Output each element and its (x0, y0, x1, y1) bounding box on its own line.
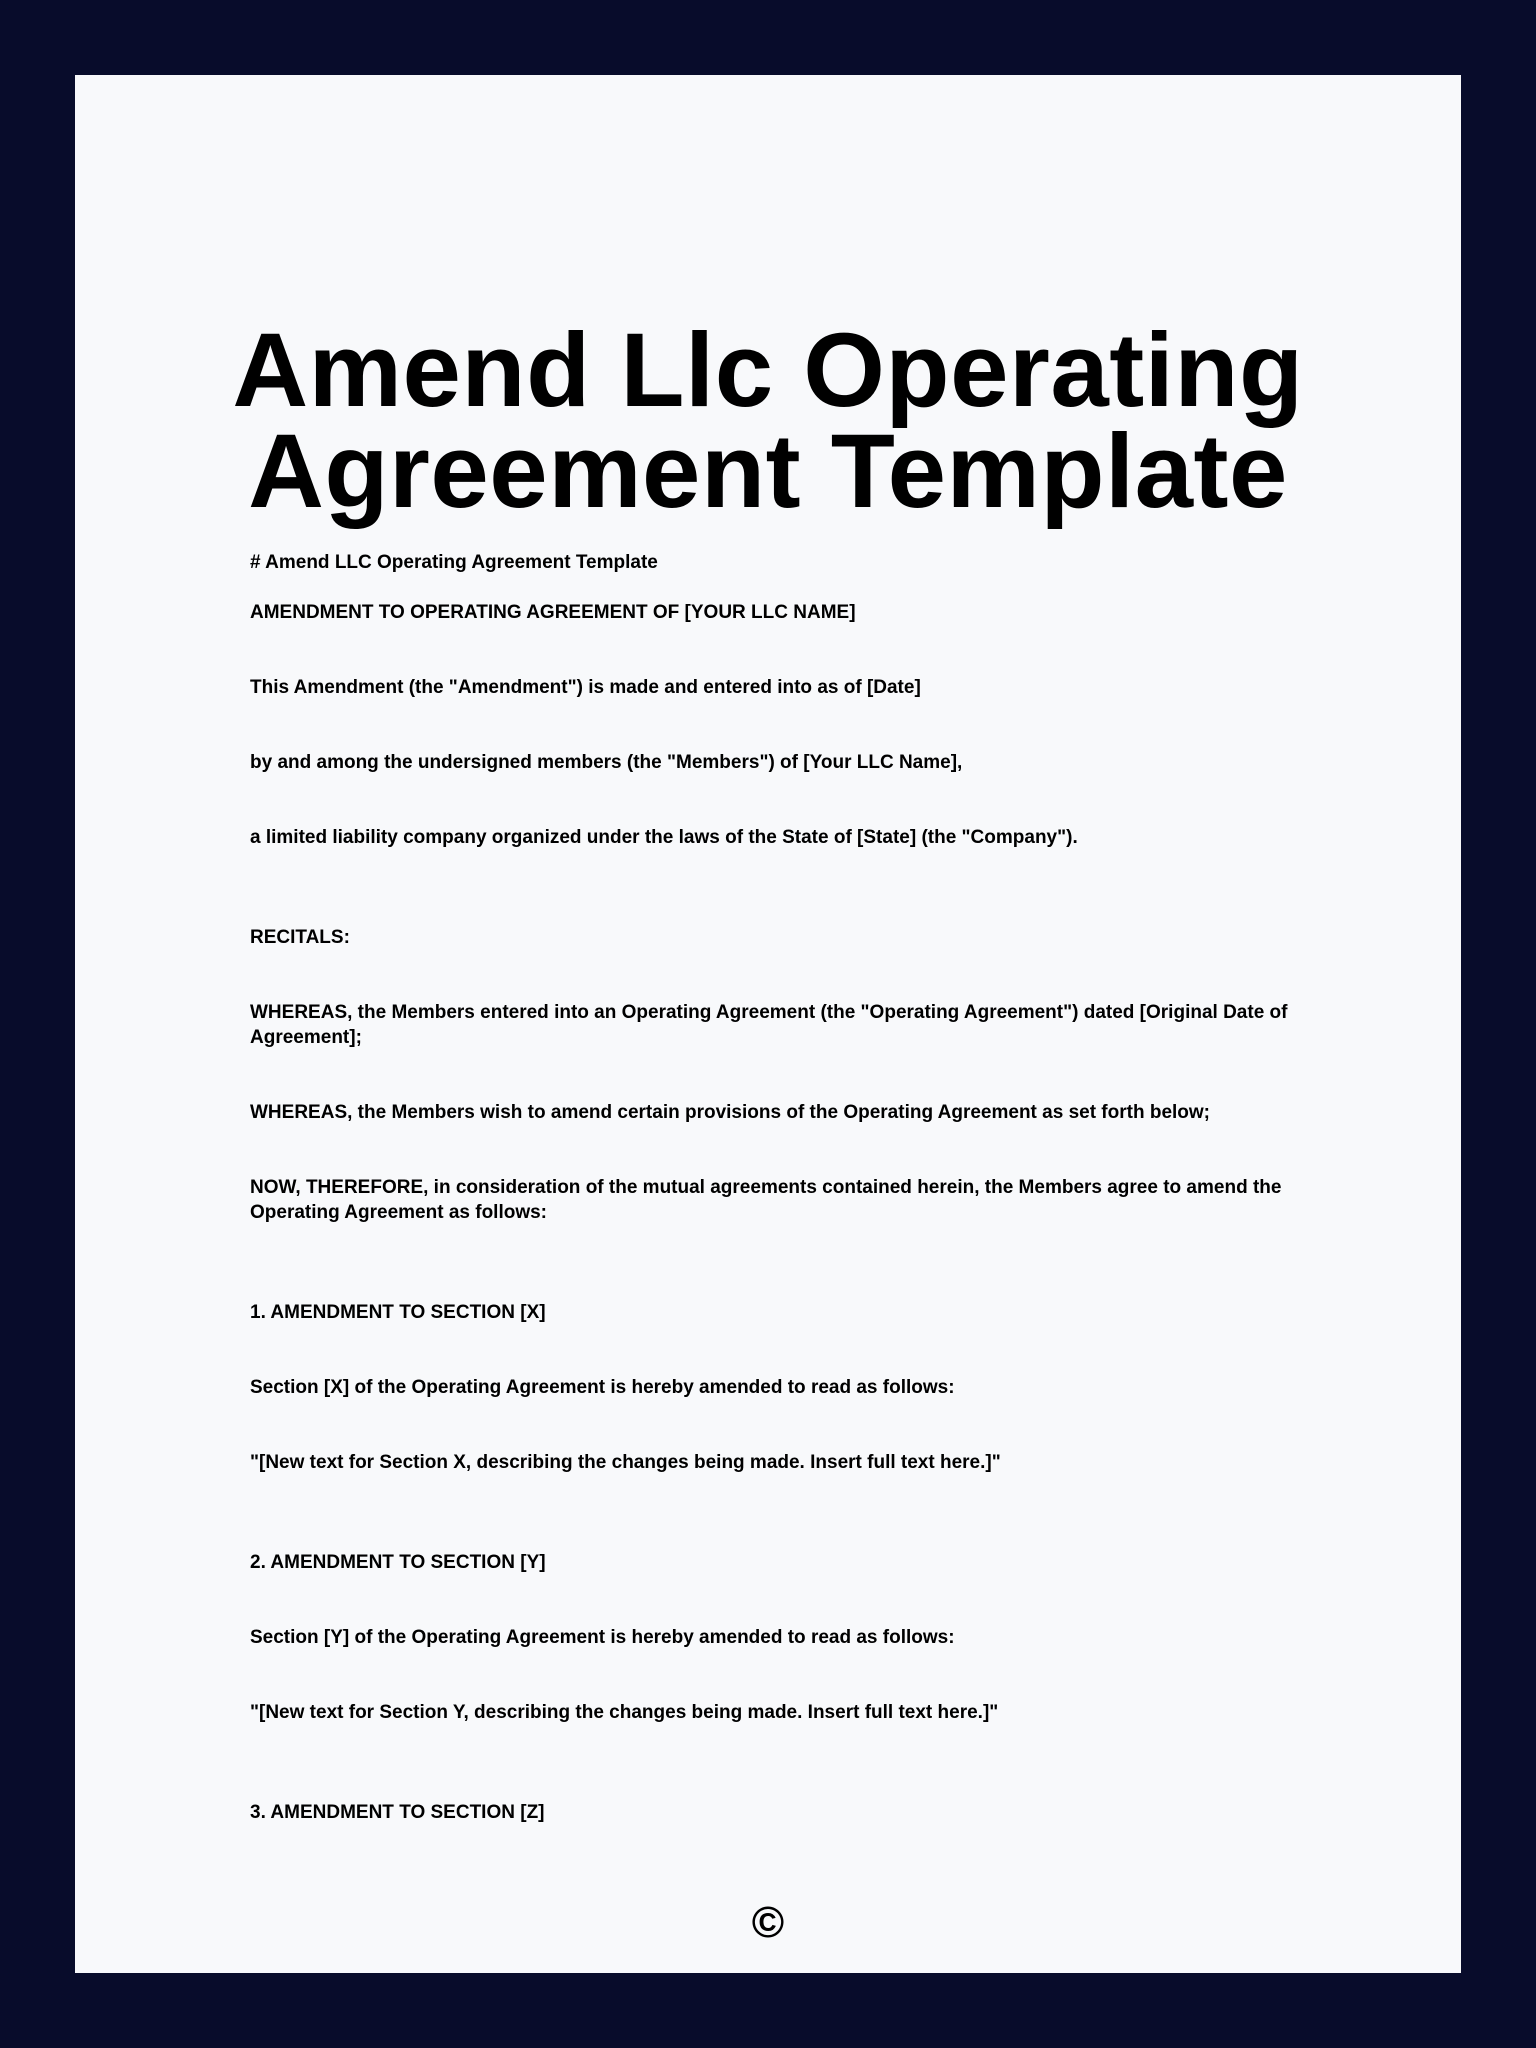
section-2-intro: Section [Y] of the Operating Agreement is hereby amended to read as follows: (250, 1627, 955, 1648)
intro-line-2: by and among the undersigned members (the "Members") of [Your LLC Name], (250, 752, 963, 773)
intro-line-1: This Amendment (the "Amendment") is made and entered into as of [Date] (250, 677, 921, 698)
section-2-heading: 2. AMENDMENT TO SECTION [Y] (250, 1552, 546, 1573)
copyright-icon: © (751, 1898, 785, 1947)
recital-now-therefore: NOW, THEREFORE, in consideration of the mutual agreements contained herein, the Members agree to amend the Operating Agreement as follows: (250, 1177, 1282, 1223)
title-line-1: Amend Llc Operating (232, 312, 1304, 429)
intro-line-3: a limited liability company organized under the laws of the State of [State] (the "Company"). (250, 827, 1078, 848)
section-1-text: "[New text for Section X, describing the changes being made. Insert full text here.]" (250, 1452, 1001, 1473)
recital-whereas-2: WHEREAS, the Members wish to amend certain provisions of the Operating Agreement as set forth below; (250, 1102, 1211, 1123)
section-2-text: "[New text for Section Y, describing the changes being made. Insert full text here.]" (250, 1702, 999, 1723)
section-1-heading: 1. AMENDMENT TO SECTION [X] (250, 1302, 546, 1323)
section-1-intro: Section [X] of the Operating Agreement is hereby amended to read as follows: (250, 1377, 955, 1398)
recital-whereas-1: WHEREAS, the Members entered into an Operating Agreement (the "Operating Agreement") dated [Original Date of Agreement]; (250, 1002, 1288, 1048)
document-title (75, 312, 1461, 530)
section-3-heading: 3. AMENDMENT TO SECTION [Z] (250, 1802, 545, 1823)
title-line-2: Agreement Template (248, 413, 1288, 530)
amendment-heading: AMENDMENT TO OPERATING AGREEMENT OF [YOUR LLC NAME] (250, 602, 856, 623)
markdown-heading: # Amend LLC Operating Agreement Template (250, 552, 658, 573)
recitals-heading: RECITALS: (250, 927, 350, 948)
document-page (75, 75, 1461, 1973)
